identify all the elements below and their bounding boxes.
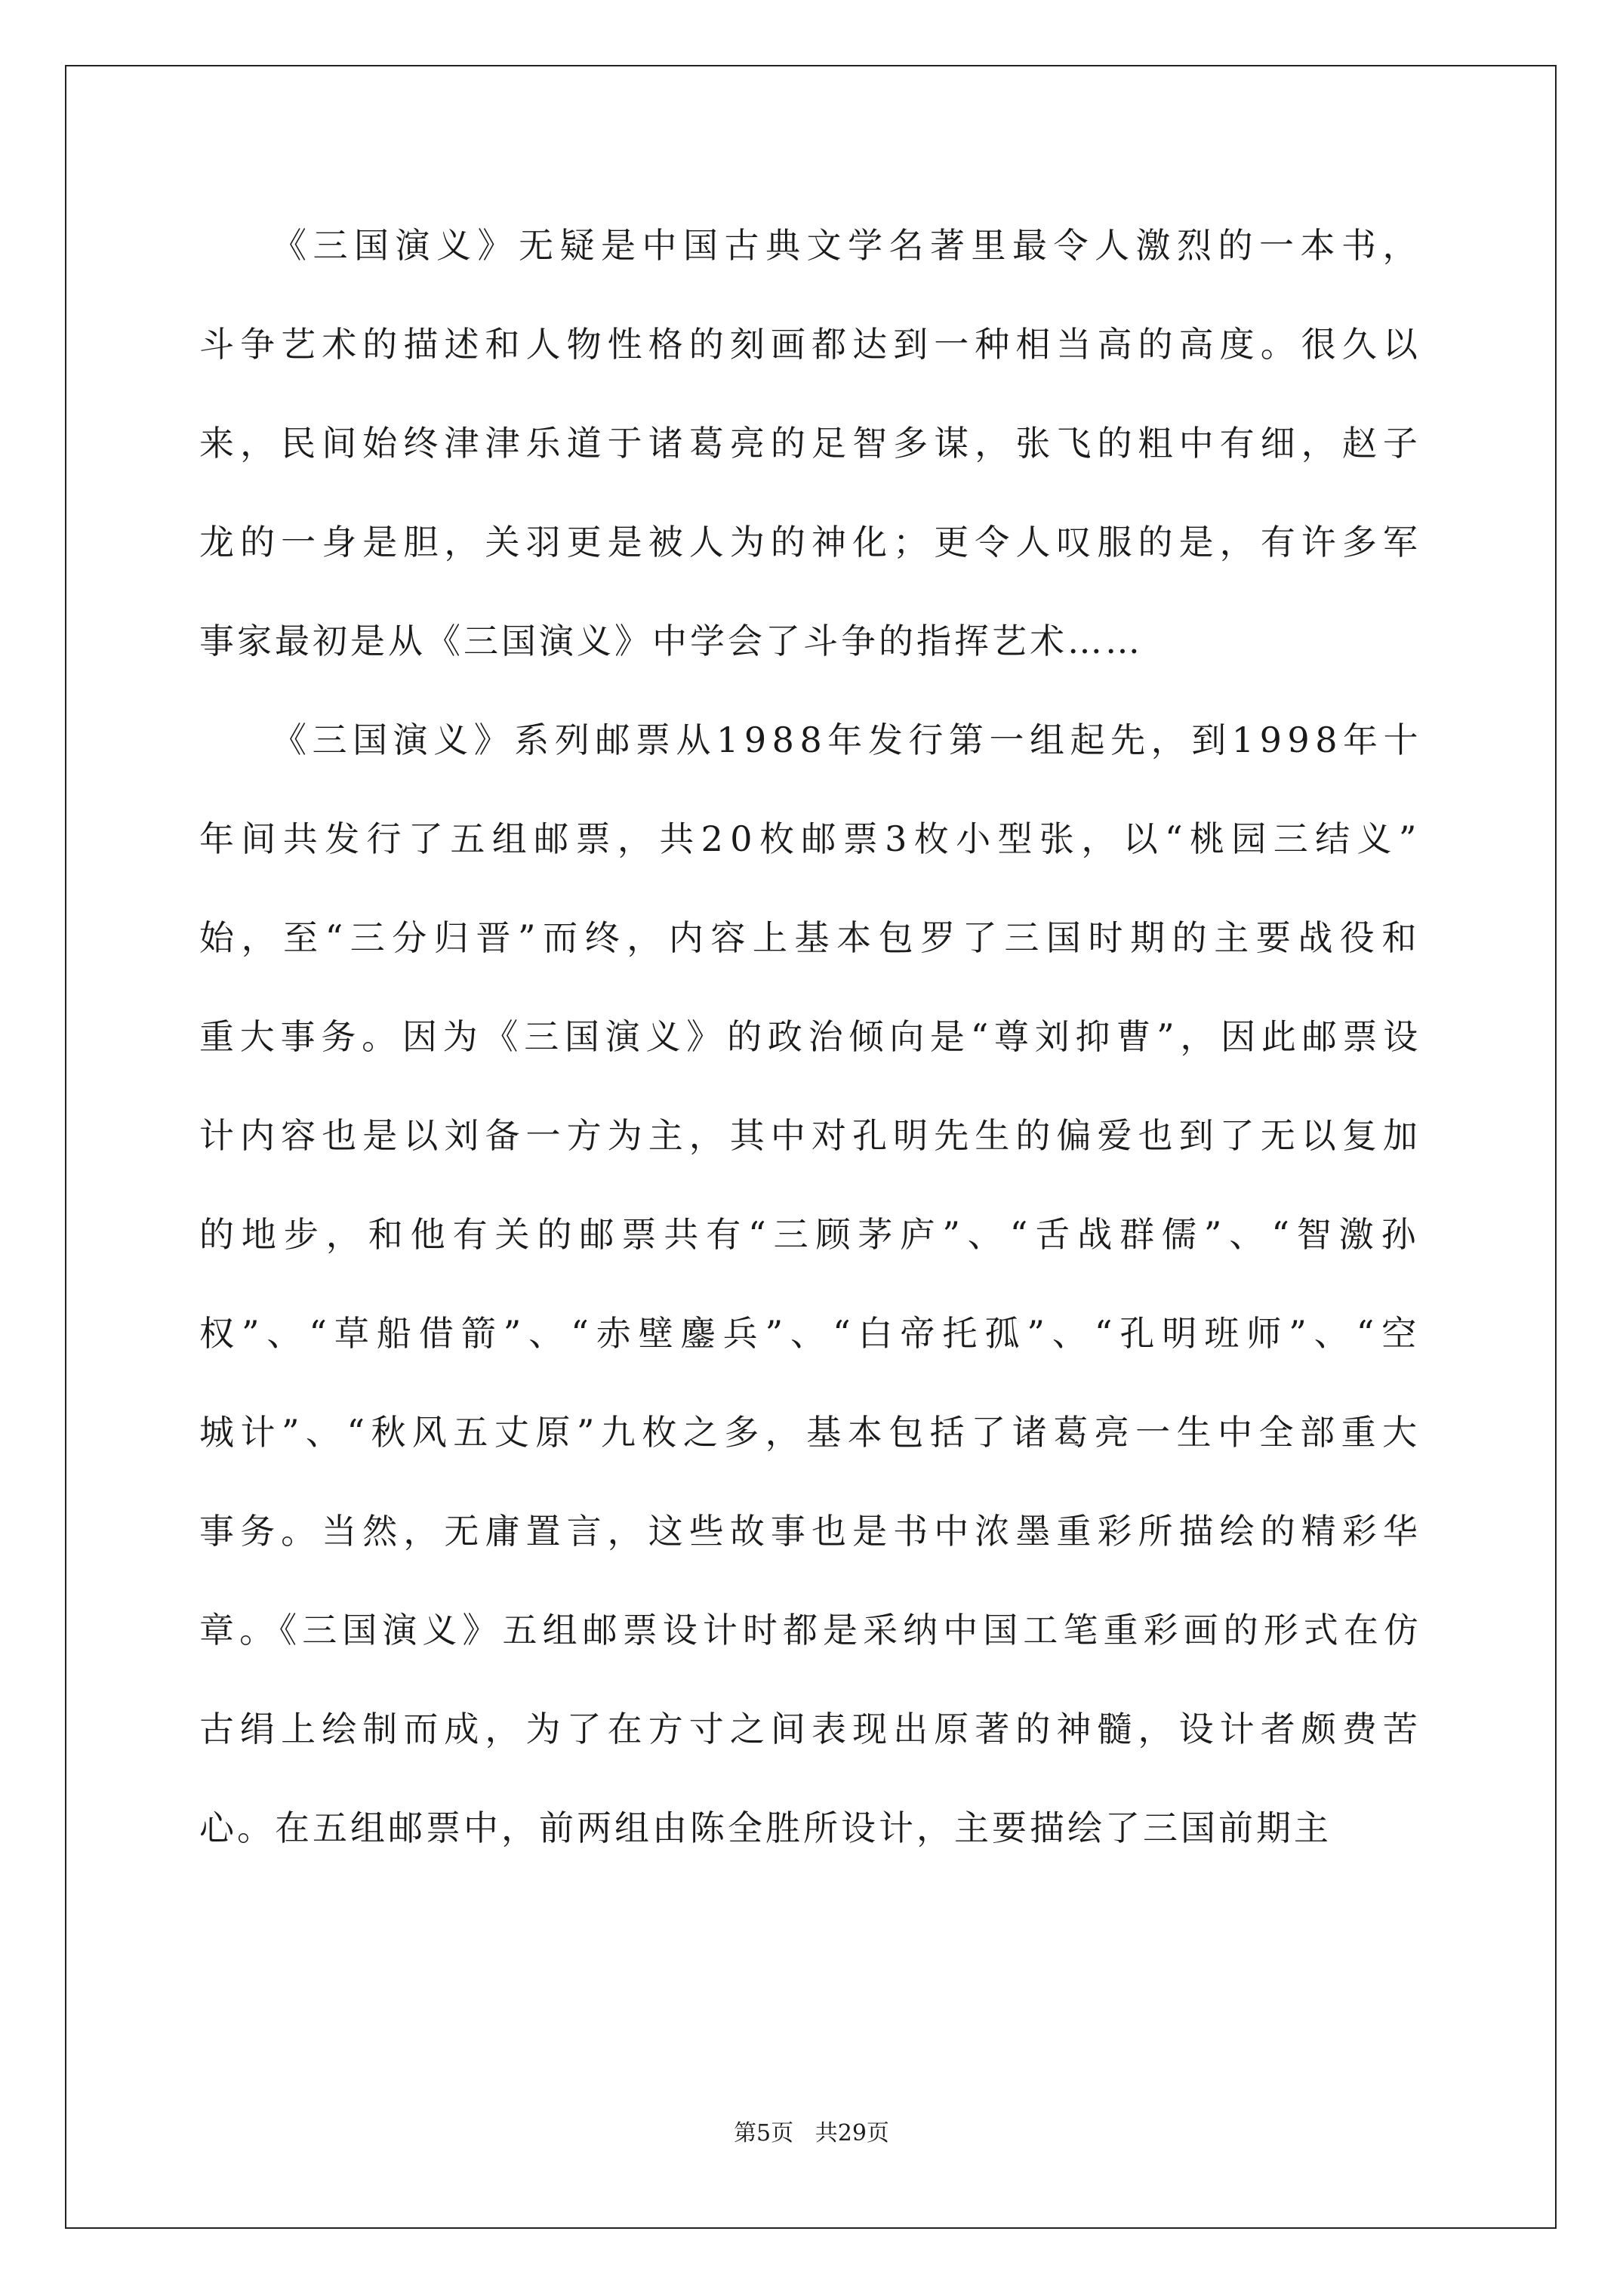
text-line: 重大事务。因为《三国演义》的政治倾向是“尊刘抑曹”，因此邮票设 bbox=[199, 1016, 1424, 1057]
text-line: 龙的一身是胆，关羽更是被人为的神化；更令人叹服的是，有许多军 bbox=[199, 522, 1424, 562]
text-line: 来，民间始终津津乐道于诸葛亮的足智多谋，张飞的粗中有细，赵子 bbox=[199, 423, 1424, 464]
text-line: 城计”、“秋风五丈原”九枚之多，基本包括了诸葛亮一生中全部重大 bbox=[199, 1412, 1424, 1453]
page-number-footer: 第5页 共29页 bbox=[734, 2120, 889, 2147]
text-line: 计内容也是以刘备一方为主，其中对孔明先生的偏爱也到了无以复加 bbox=[199, 1115, 1424, 1156]
text-line: 斗争艺术的描述和人物性格的刻画都达到一种相当高的高度。很久以 bbox=[199, 324, 1424, 365]
text-line: 权”、“草船借箭”、“赤壁鏖兵”、“白帝托孤”、“孔明班师”、“空 bbox=[199, 1313, 1424, 1354]
text-line: 古绢上绘制而成，为了在方寸之间表现出原著的神髓，设计者颇费苦 bbox=[199, 1709, 1424, 1749]
text-line: 心。在五组邮票中，前两组由陈全胜所设计，主要描绘了三国前期主 bbox=[199, 1808, 1332, 1848]
text-line: 年间共发行了五组邮票，共20枚邮票3枚小型张，以“桃园三结义” bbox=[199, 818, 1424, 859]
text-line: 《三国演义》无疑是中国古典文学名著里最令人激烈的一本书， bbox=[272, 225, 1424, 266]
text-line: 《三国演义》系列邮票从1988年发行第一组起先，到1998年十 bbox=[272, 720, 1424, 760]
text-line: 章。《三国演义》五组邮票设计时都是采纳中国工笔重彩画的形式在仿 bbox=[199, 1610, 1424, 1650]
text-line: 的地步，和他有关的邮票共有“三顾茅庐”、“舌战群儒”、“智激孙 bbox=[199, 1214, 1424, 1255]
text-line: 始，至“三分归晋”而终，内容上基本包罗了三国时期的主要战役和 bbox=[199, 917, 1424, 958]
text-line: 事家最初是从《三国演义》中学会了斗争的指挥艺术…… bbox=[199, 621, 1143, 661]
text-line: 事务。当然，无庸置言，这些故事也是书中浓墨重彩所描绘的精彩华 bbox=[199, 1511, 1424, 1552]
